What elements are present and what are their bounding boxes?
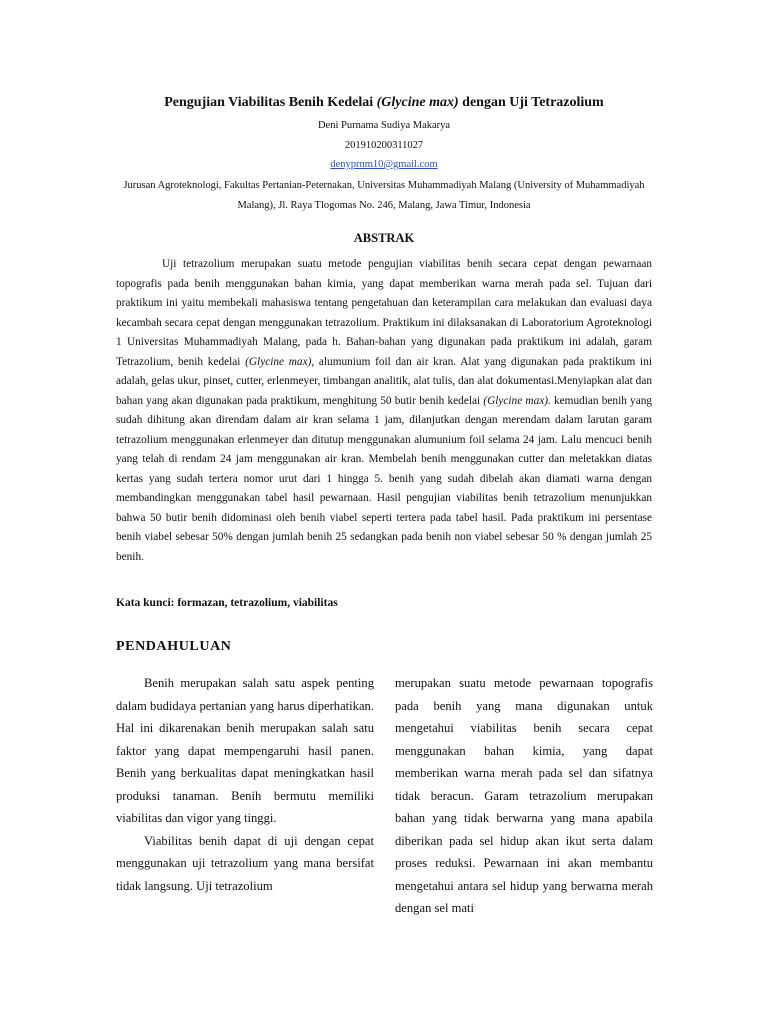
intro-paragraph-2: Viabilitas benih dapat di uji dengan cepat menggunakan uji tetrazolium yang mana bersifat tidak langsung. Uji tetrazolium bbox=[116, 833, 374, 893]
intro-paragraph-1: Benih merupakan salah satu aspek penting dalam budidaya pertanian yang harus diperhatikan. Hal ini dikarenakan benih merupakan salah satu faktor yang dapat mempengaruhi hasil panen. Benih yang berkualitas dapat meningkatkan hasil produksi tanaman. Benih bermutu memiliki viabilitas dan vigor yang tinggi. bbox=[116, 676, 374, 825]
title-scientific-name: (Glycine max) bbox=[376, 95, 459, 110]
intro-paragraph-2-continued: merupakan suatu metode pewarnaan topografis pada benih yang mana digunakan untuk mengetahui viabilitas benih secara cepat menggunakan bahan kimia, yang dapat memberikan warna merah pada sel dan sifatnya tidak beracun. Garam tetrazolium merupakan bahan yang tidak berwarna yang mana apabila diberikan pada sel hidup akan ikut serta dalam proses reduksi. Pewarnaan ini akan membantu mengetahui antara sel hidup yang berwarna merah dengan sel mati bbox=[395, 676, 653, 915]
title-end-text: dengan Uji Tetrazolium bbox=[458, 95, 604, 110]
student-id: 201910200311027 bbox=[344, 140, 424, 151]
abstract-text-3: kemudian benih yang sudah dihitung akan direndam dalam air kran selama 1 jam, dilanjutkan dengan merendam dalam larutan garam tetrazolium menggunakan erlenmeyer dan ditutup menggunakan alumunium foil selama 24 jam. Lalu mencuci benih yang telah di rendam 24 jam menggunakan air kran. Membelah benih menggunakan cutter dan meletakkan diatas kertas yang sudah tertera nomor urut dari 1 hingga 5. benih yang sudah dibelah akan diamati warna dengan membandingkan menggunakan tabel hasil pewarnaan. Hasil pengujian viabilitas benih tetrazolium menunjukkan bahwa 50 butir benih didominasi oleh benih viabel seperti tertera pada tabel hasil. Pada praktikum ini persentase benih viabel sebesar 50% dengan jumlah benih 25 sedangkan pada benih non viabel sebesar 50 % dengan jumlah 25 benih. bbox=[116, 394, 653, 563]
intro-left-column bbox=[116, 672, 374, 897]
email-link[interactable]: denyprnm10@gmail.com bbox=[330, 159, 438, 170]
abstract-body bbox=[116, 255, 652, 567]
paper-title bbox=[80, 94, 688, 112]
section-heading-introduction: PENDAHULUAN bbox=[116, 639, 232, 654]
intro-right-column bbox=[395, 672, 653, 920]
abstract-scientific-name-1: (Glycine max), bbox=[245, 355, 315, 368]
title-main-text: Pengujian Viabilitas Benih Kedelai bbox=[164, 95, 377, 110]
email-line bbox=[80, 158, 688, 172]
author-name: Deni Purnama Sudiya Makarya bbox=[317, 120, 451, 131]
abstract-scientific-name-2: (Glycine max). bbox=[483, 394, 551, 407]
keywords: Kata kunci: formazan, tetrazolium, viabilitas bbox=[116, 597, 338, 609]
affiliation: Jurusan Agroteknologi, Fakultas Pertanian-Peternakan, Universitas Muhammadiyah Malang (University of Muhammadiyah Malang), Jl. Raya Tlogomas No. 246, Malang, Jawa Timur, Indonesia bbox=[123, 180, 645, 211]
abstract-heading: ABSTRAK bbox=[353, 231, 415, 245]
abstract-text-1: Uji tetrazolium merupakan suatu metode pengujian viabilitas benih secara cepat dengan pewarnaan topografis pada benih menggunakan bahan kimia, yang dapat memberikan warna merah pada sel. Tujuan dari praktikum ini yaitu membekali mahasiswa tentang pengetahuan dan keterampilan cara melakukan dan evaluasi daya kecambah secara cepat dengan menggunakan tetrazolium. Praktikum ini dilaksanakan di Laboratorium Agroteknologi 1 Universitas Muhammadiyah Malang, pada h. Bahan-bahan yang digunakan pada praktikum ini adalah, garam Tetrazolium, benih kedelai bbox=[116, 258, 652, 368]
abstract-text-2: alumunium foil dan air kran. Alat yang digunakan pada praktikum ini adalah, gelas ukur, pinset, cutter, erlenmeyer, timbangan analitik, alat tulis, dan alat dokumentasi.Menyiapkan alat dan bahan yang akan digunakan pada praktikum, menghitung 50 butir benih kedelai bbox=[116, 355, 652, 407]
